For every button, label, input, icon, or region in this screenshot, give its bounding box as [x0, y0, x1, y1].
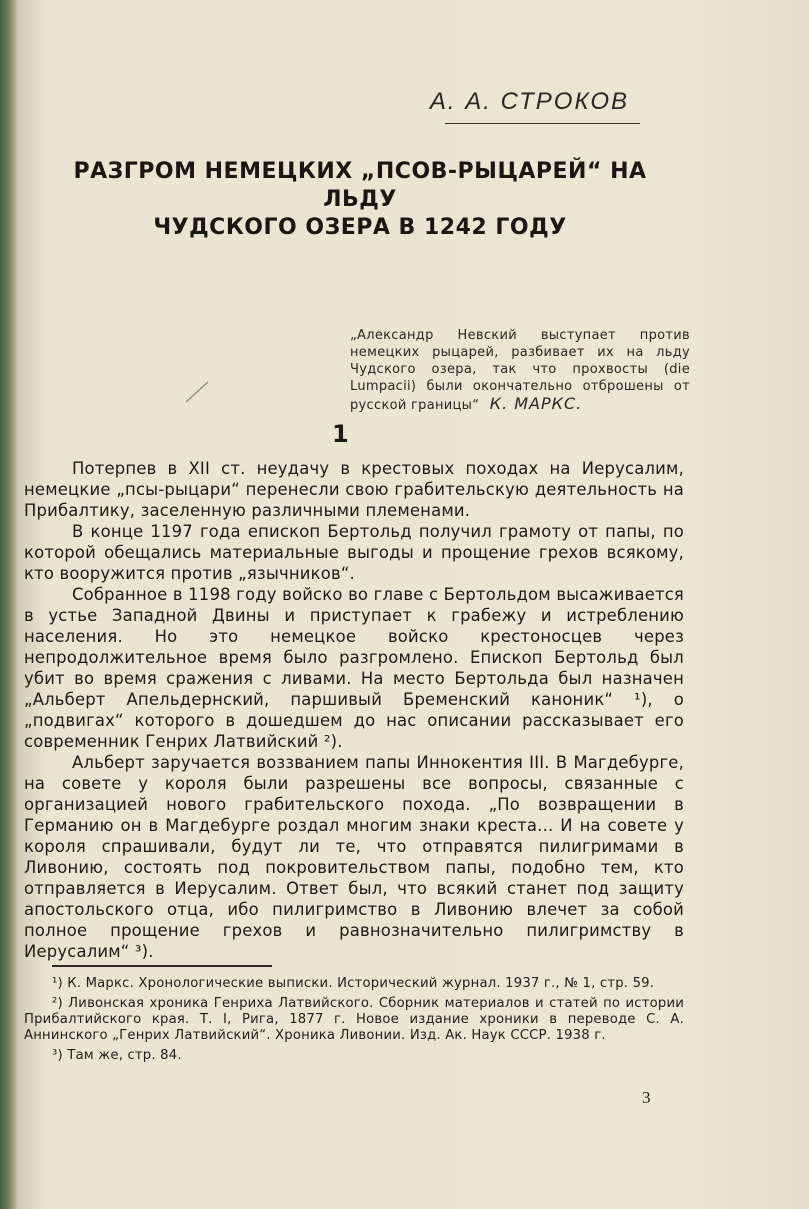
- paragraph: Потерпев в XII ст. неудачу в крестовых походах на Иерусалим, немецкие „псы-рыцари“ перенесли свою грабительскую деятельность на Прибалтику, заселенную различными племенами.: [24, 459, 684, 520]
- footnotes: [24, 976, 684, 1068]
- section-number: 1: [332, 420, 349, 448]
- title-line-2: ЧУДСКОГО ОЗЕРА В 1242 ГОДУ: [153, 215, 567, 240]
- paragraph: Собранное в 1198 году войско во главе с Бертольдом высаживается в устье Западной Двины и приступает к грабежу и истреблению населения. Но это немецкое войско крестоносцев через непродолжительное время было разгромлено. Епископ Бертольд был убит во время сражения с ливами. На место Бертольда был назначен „Альберт Апельдернский, паршивый Бременский каноник“ ¹), о „подвигах“ которого в дошедшем до нас описании рассказывает его современник Генрих Латвийский ²).: [24, 585, 684, 751]
- title-line-1: РАЗГРОМ НЕМЕЦКИХ „ПСОВ-РЫЦАРЕЙ“ НА ЛЬДУ: [73, 159, 647, 212]
- epigraph: [350, 327, 690, 414]
- footnote: ¹) К. Маркс. Хронологические выписки. Исторический журнал. 1937 г., № 1, стр. 59.: [52, 976, 655, 991]
- epigraph-signature: К. МАРКС.: [489, 394, 583, 413]
- book-spine-edge: [0, 0, 18, 1209]
- footnote: ²) Ливонская хроника Генриха Латвийского. Сборник материалов и статей по истории Прибалтийского края. Т. I, Рига, 1877 г. Новое издание хроники в переводе С. А. Аннинского „Генрих Латвийский“. Хроника Ливонии. Изд. Ак. Наук СССР. 1938 г.: [24, 996, 684, 1043]
- paragraph: Альберт заручается воззванием папы Иннокентия III. В Магдебурге, на совете у короля были разрешены все вопросы, связанные с организацией нового грабительского похода. „По возвращении в Германию он в Магдебурге роздал многим знаки креста... И на совете у короля спрашивали, будут ли те, что отправятся пилигримами в Ливонию, состоять под покровительством папы, подобно тем, кто отправляется в Иерусалим. Ответ был, что всякий станет под защиту апостольского отца, ибо пилигримство в Ливонию влечет за собой полное прощение грехов и равнозначительно пилигримству в Иерусалим“ ³).: [24, 753, 684, 961]
- page-number: 3: [642, 1088, 651, 1107]
- article-body: [24, 458, 684, 962]
- epigraph-quote: „Александр Невский выступает против немецких рыцарей, разбивает их на льду Чудского озера, так что прохвосты (die Lumpacii) были окончательно отброшены от русской границы“: [350, 328, 690, 413]
- footnote-divider: [52, 965, 272, 967]
- article-title: [70, 158, 650, 242]
- pencil-mark-icon: [184, 380, 210, 404]
- author-name: А. А. СТРОКОВ: [429, 88, 629, 115]
- paragraph: В конце 1197 года епископ Бертольд получил грамоту от папы, по которой обещались материальные выгоды и прощение грехов всякому, кто вооружится против „язычников“.: [24, 522, 684, 583]
- footnote: ³) Там же, стр. 84.: [52, 1048, 182, 1063]
- author-underline: [445, 123, 640, 124]
